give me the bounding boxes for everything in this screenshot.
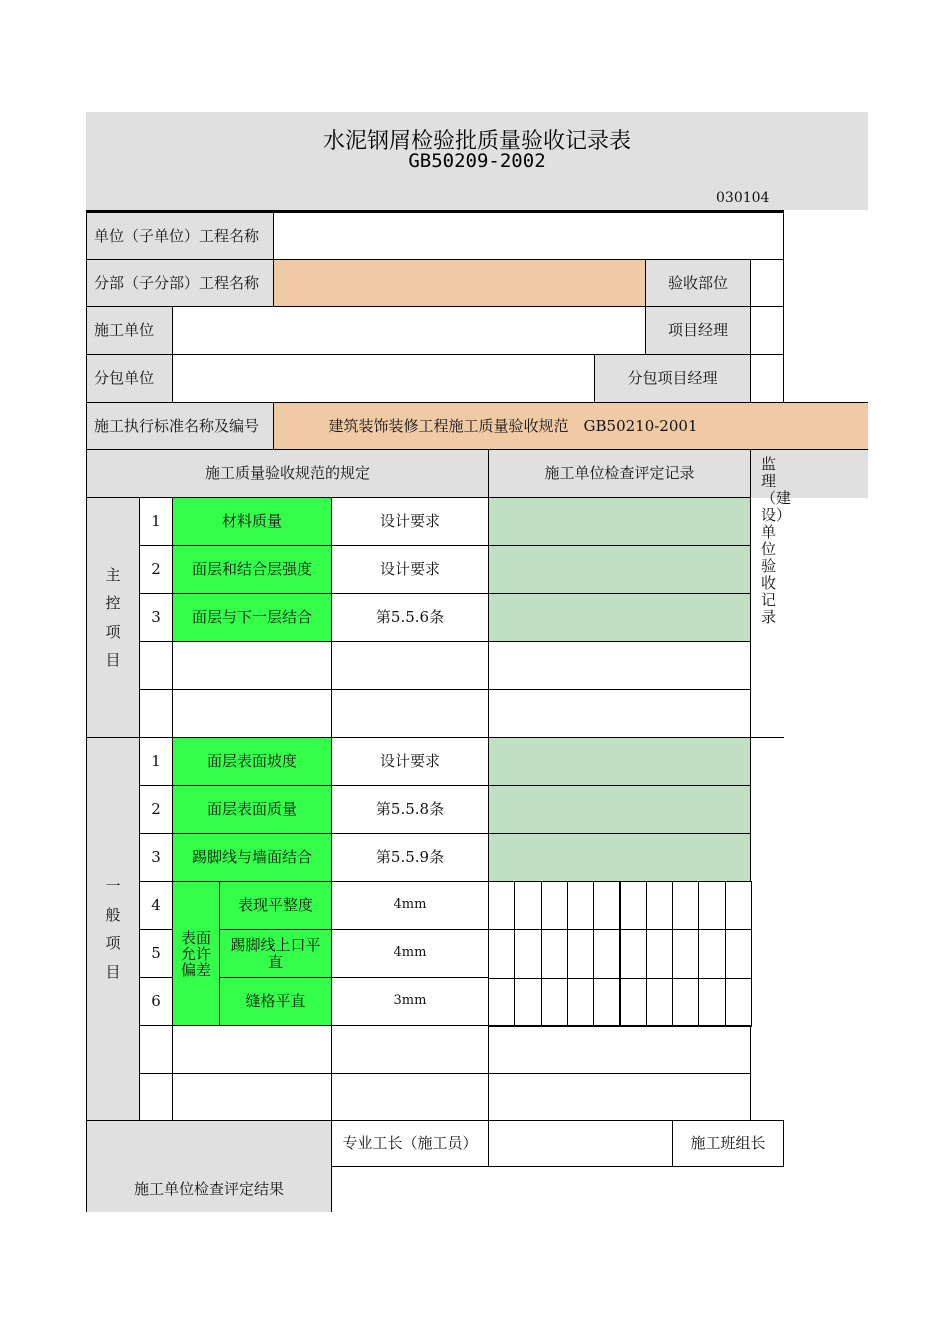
blank-cell bbox=[139, 1025, 173, 1074]
tolerance-item-name: 踢脚线上口平直 bbox=[219, 929, 332, 978]
item-no: 2 bbox=[139, 785, 173, 834]
item-name: 面层与下一层结合 bbox=[172, 593, 332, 642]
item-no: 2 bbox=[139, 545, 173, 594]
blank-cell bbox=[172, 689, 332, 738]
form-title: 水泥钢屑检验批质量验收记录表 bbox=[322, 129, 631, 154]
accept-part-field[interactable] bbox=[750, 259, 784, 307]
blank-cell bbox=[331, 641, 489, 690]
item-requirement: 第5.5.9条 bbox=[331, 833, 489, 882]
tolerance-value: 4mm bbox=[331, 881, 489, 930]
item-name: 面层表面坡度 bbox=[172, 737, 332, 786]
measurement-cell[interactable] bbox=[488, 929, 515, 978]
item-no: 3 bbox=[139, 833, 173, 882]
item-record-field[interactable] bbox=[488, 593, 751, 642]
subcontract-unit-label: 分包单位 bbox=[86, 354, 173, 403]
tolerance-value: 4mm bbox=[331, 929, 489, 978]
result-label: 施工单位检查评定结果 bbox=[133, 1179, 284, 1198]
blank-cell[interactable] bbox=[488, 641, 751, 690]
measurement-cell[interactable] bbox=[593, 881, 620, 930]
item-name: 踢脚线与墙面结合 bbox=[172, 833, 332, 882]
measurement-cell[interactable] bbox=[698, 929, 725, 978]
blank-cell[interactable] bbox=[488, 1073, 751, 1121]
item-requirement: 设计要求 bbox=[331, 737, 489, 786]
construction-unit-field[interactable] bbox=[172, 306, 646, 355]
unit-project-label: 单位（子单位）工程名称 bbox=[86, 212, 274, 260]
sub-project-field[interactable] bbox=[273, 259, 646, 307]
project-manager-label: 项目经理 bbox=[645, 306, 751, 355]
standard-number: GB50209-2002 bbox=[408, 150, 546, 172]
blank-cell bbox=[172, 641, 332, 690]
subcontract-unit-field[interactable] bbox=[172, 354, 595, 403]
blank-cell bbox=[331, 689, 489, 738]
measurement-cell[interactable] bbox=[698, 881, 725, 930]
item-record-field[interactable] bbox=[488, 785, 751, 834]
measurement-cell[interactable] bbox=[567, 978, 594, 1027]
subcontract-manager-label: 分包项目经理 bbox=[594, 354, 751, 403]
supervision-main-field[interactable] bbox=[750, 497, 784, 738]
blank-cell bbox=[172, 1025, 332, 1074]
item-no: 5 bbox=[139, 929, 173, 978]
measurement-cell[interactable] bbox=[725, 881, 752, 930]
measurement-cell[interactable] bbox=[672, 929, 699, 978]
item-record-field[interactable] bbox=[488, 545, 751, 594]
supervision-column-header bbox=[750, 449, 868, 626]
measurement-cell[interactable] bbox=[488, 881, 515, 930]
sub-project-label: 分部（子分部）工程名称 bbox=[86, 259, 274, 307]
measurement-cell[interactable] bbox=[567, 929, 594, 978]
foreman-field[interactable] bbox=[488, 1120, 673, 1167]
team-leader-label: 施工班组长 bbox=[672, 1120, 784, 1167]
item-requirement: 第5.5.8条 bbox=[331, 785, 489, 834]
item-name: 面层和结合层强度 bbox=[172, 545, 332, 594]
item-name: 面层表面质量 bbox=[172, 785, 332, 834]
item-record-field[interactable] bbox=[488, 737, 751, 786]
measurement-cell[interactable] bbox=[488, 978, 515, 1027]
measurement-cell[interactable] bbox=[620, 929, 647, 978]
record-column-header: 施工单位检查评定记录 bbox=[488, 449, 751, 498]
blank-cell bbox=[139, 1073, 173, 1121]
unit-project-field[interactable] bbox=[273, 212, 784, 260]
item-no: 1 bbox=[139, 497, 173, 546]
measurement-cell[interactable] bbox=[514, 881, 541, 930]
measurement-cell[interactable] bbox=[725, 929, 752, 978]
item-no: 3 bbox=[139, 593, 173, 642]
item-no: 1 bbox=[139, 737, 173, 786]
measurement-cell[interactable] bbox=[698, 978, 725, 1027]
tolerance-item-name: 表现平整度 bbox=[219, 881, 332, 930]
subcontract-manager-field[interactable] bbox=[750, 354, 784, 403]
supervision-general-field[interactable] bbox=[750, 737, 784, 1121]
spec-column-header: 施工质量验收规范的规定 bbox=[86, 449, 489, 498]
measurement-grid bbox=[488, 881, 751, 1026]
measurement-cell[interactable] bbox=[646, 881, 673, 930]
measurement-cell[interactable] bbox=[514, 929, 541, 978]
general-group-label: 一 般 项 目 bbox=[86, 737, 140, 1121]
tolerance-value: 3mm bbox=[331, 977, 489, 1026]
supervision-header-text: 监理（建设）单位验收记录 bbox=[761, 455, 792, 626]
item-requirement: 设计要求 bbox=[331, 497, 489, 546]
main-control-group-label: 主 控 项 目 bbox=[86, 497, 140, 738]
blank-cell bbox=[139, 689, 173, 738]
project-manager-field[interactable] bbox=[750, 306, 784, 355]
measurement-cell[interactable] bbox=[672, 978, 699, 1027]
blank-cell bbox=[331, 1025, 489, 1074]
item-record-field[interactable] bbox=[488, 833, 751, 882]
measurement-cell[interactable] bbox=[646, 929, 673, 978]
measurement-cell[interactable] bbox=[593, 978, 620, 1027]
foreman-label: 专业工长（施工员） bbox=[331, 1120, 489, 1167]
tolerance-item-name: 缝格平直 bbox=[219, 977, 332, 1026]
blank-cell[interactable] bbox=[488, 1025, 751, 1074]
result-field[interactable] bbox=[331, 1166, 784, 1212]
measurement-cell[interactable] bbox=[541, 929, 568, 978]
accept-part-label: 验收部位 bbox=[645, 259, 751, 307]
item-no: 4 bbox=[139, 881, 173, 930]
measurement-cell[interactable] bbox=[725, 978, 752, 1027]
tolerance-group-label: 表面允许偏差 bbox=[172, 881, 220, 1026]
measurement-cell[interactable] bbox=[646, 978, 673, 1027]
exec-standard-value: 建筑装饰装修工程施工质量验收规范 GB50210-2001 bbox=[328, 416, 698, 435]
item-requirement: 设计要求 bbox=[331, 545, 489, 594]
blank-cell bbox=[172, 1073, 332, 1121]
measurement-cell[interactable] bbox=[620, 978, 647, 1027]
item-record-field[interactable] bbox=[488, 497, 751, 546]
measurement-cell[interactable] bbox=[514, 978, 541, 1027]
exec-standard-label: 施工执行标准名称及编号 bbox=[86, 402, 274, 450]
measurement-cell[interactable] bbox=[541, 881, 568, 930]
measurement-cell[interactable] bbox=[620, 881, 647, 930]
blank-cell bbox=[331, 1073, 489, 1121]
form-code: 030104 bbox=[716, 190, 770, 206]
measurement-cell[interactable] bbox=[672, 881, 699, 930]
blank-cell bbox=[139, 641, 173, 690]
item-requirement: 第5.5.6条 bbox=[331, 593, 489, 642]
measurement-cell[interactable] bbox=[593, 929, 620, 978]
item-name: 材料质量 bbox=[172, 497, 332, 546]
item-no: 6 bbox=[139, 977, 173, 1026]
construction-unit-label: 施工单位 bbox=[86, 306, 173, 355]
blank-cell[interactable] bbox=[488, 689, 751, 738]
measurement-cell[interactable] bbox=[541, 978, 568, 1027]
measurement-cell[interactable] bbox=[567, 881, 594, 930]
